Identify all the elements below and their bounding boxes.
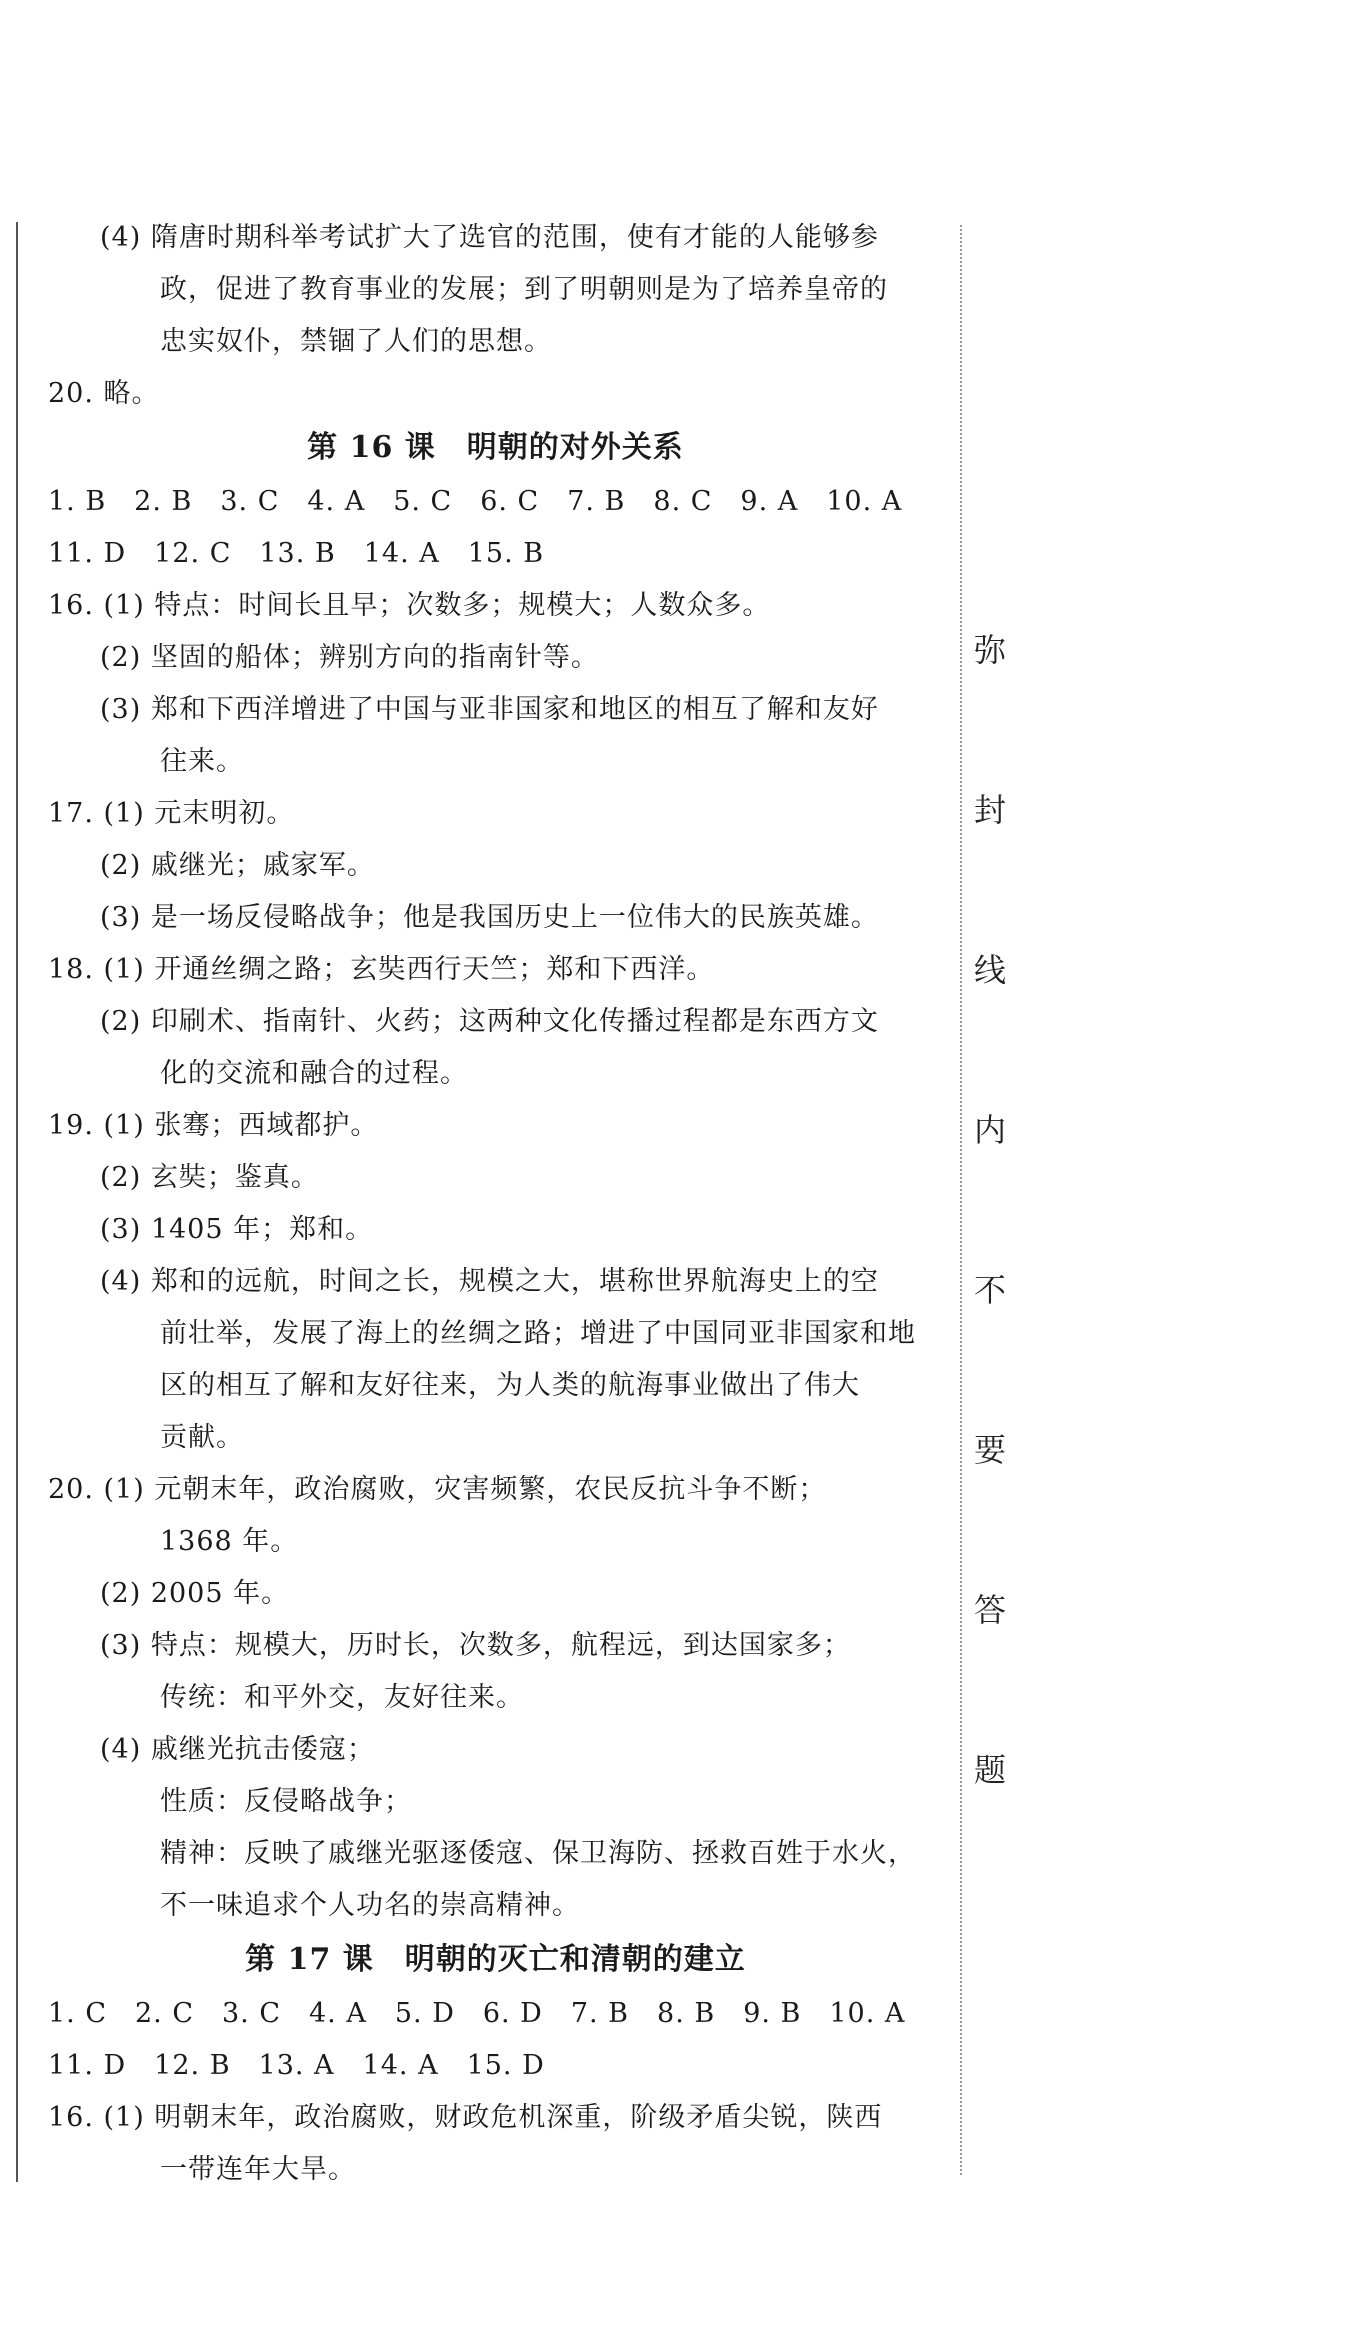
answer-line: 1368 年。	[160, 1526, 299, 1557]
lesson-title: 第 16 课 明朝的对外关系	[307, 430, 684, 465]
answer-line: (3) 郑和下西洋增进了中国与亚非国家和地区的相互了解和友好	[100, 694, 879, 725]
answer-line: 化的交流和融合的过程。	[160, 1058, 468, 1089]
answer-line: 前壮举，发展了海上的丝绸之路；增进了中国同亚非国家和地	[160, 1318, 916, 1349]
answer-line: 19. (1) 张骞；西域都护。	[48, 1110, 379, 1141]
answer-line: 17. (1) 元末明初。	[48, 798, 295, 829]
answer-line: (2) 戚继光；戚家军。	[100, 850, 375, 881]
answer-line: 贡献。	[160, 1422, 244, 1453]
answer-line: 1. B 2. B 3. C 4. A 5. C 6. C 7. B 8. C 9. A 10. A	[48, 486, 903, 517]
left-margin-rule	[16, 222, 18, 2182]
answer-line: (2) 玄奘；鉴真。	[100, 1162, 319, 1193]
seal-char-7: 答	[973, 1591, 1006, 1629]
seal-char-4: 内	[973, 1111, 1006, 1149]
seal-char-6: 要	[973, 1431, 1006, 1469]
answer-line: (4) 戚继光抗击倭寇；	[100, 1734, 375, 1765]
answer-content	[48, 212, 943, 2196]
answer-line: 20. (1) 元朝末年，政治腐败，灾害频繁，农民反抗斗争不断；	[48, 1474, 827, 1505]
answer-line: (3) 特点：规模大，历时长，次数多，航程远，到达国家多；	[100, 1630, 851, 1661]
answer-line: 16. (1) 特点：时间长且早；次数多；规模大；人数众多。	[48, 590, 771, 621]
answer-line: 11. D 12. C 13. B 14. A 15. B	[48, 538, 545, 569]
answer-line: (2) 印刷术、指南针、火药；这两种文化传播过程都是东西方文	[100, 1006, 879, 1037]
lesson-title: 第 17 课 明朝的灭亡和清朝的建立	[245, 1942, 746, 1977]
answer-line: (2) 坚固的船体；辨别方向的指南针等。	[100, 642, 599, 673]
answer-line: 精神：反映了戚继光驱逐倭寇、保卫海防、拯救百姓于水火，	[160, 1838, 916, 1869]
answer-line: 往来。	[160, 746, 244, 777]
seal-char-2: 封	[973, 791, 1006, 829]
answer-line: 政，促进了教育事业的发展；到了明朝则是为了培养皇帝的	[160, 274, 888, 305]
answer-line: 传统：和平外交，友好往来。	[160, 1682, 524, 1713]
answer-line: 1. C 2. C 3. C 4. A 5. D 6. D 7. B 8. B 9. B 10. A	[48, 1998, 906, 2029]
answer-line: (3) 1405 年；郑和。	[100, 1214, 374, 1245]
answer-line: (2) 2005 年。	[100, 1578, 290, 1609]
answer-line: 18. (1) 开通丝绸之路；玄奘西行天竺；郑和下西洋。	[48, 954, 715, 985]
seal-char-3: 线	[973, 951, 1006, 989]
answer-line: (3) 是一场反侵略战争；他是我国历史上一位伟大的民族英雄。	[100, 902, 879, 933]
answer-line: 11. D 12. B 13. A 14. A 15. D	[48, 2050, 545, 2081]
answer-line: 性质：反侵略战争；	[160, 1786, 412, 1817]
answer-line: 16. (1) 明朝末年，政治腐败，财政危机深重，阶级矛盾尖锐，陕西	[48, 2102, 883, 2133]
answer-line: (4) 隋唐时期科举考试扩大了选官的范围，使有才能的人能够参	[100, 222, 879, 253]
seal-char-5: 不	[973, 1271, 1006, 1309]
answer-line: 忠实奴仆，禁锢了人们的思想。	[160, 326, 552, 357]
answer-line: 区的相互了解和友好往来，为人类的航海事业做出了伟大	[160, 1370, 860, 1401]
answer-line: 20. 略。	[48, 378, 160, 409]
answer-line: 一带连年大旱。	[160, 2154, 356, 2185]
binding-dotted-line	[960, 225, 962, 2175]
seal-char-1: 弥	[973, 631, 1006, 669]
answer-line: (4) 郑和的远航，时间之长，规模之大，堪称世界航海史上的空	[100, 1266, 879, 1297]
seal-char-8: 题	[973, 1751, 1006, 1789]
answer-line: 不一味追求个人功名的崇高精神。	[160, 1890, 580, 1921]
